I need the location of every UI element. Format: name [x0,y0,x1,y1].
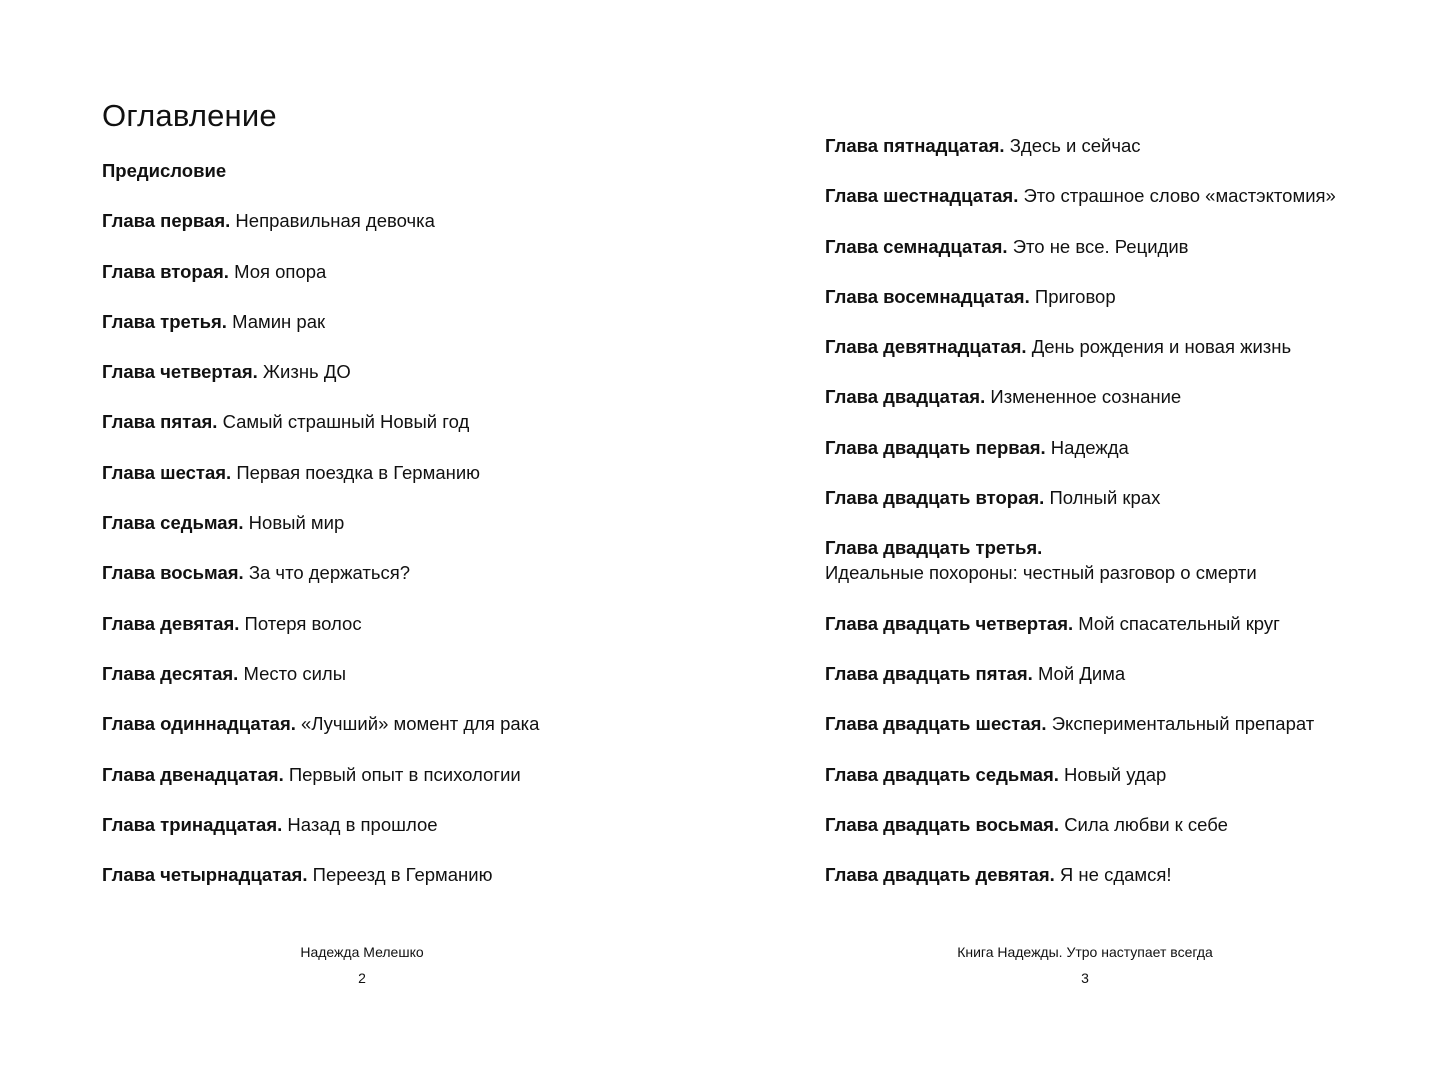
chapter-number: Глава двадцать четвертая. [825,612,1074,634]
toc-entry[interactable] [825,711,1336,736]
chapter-title: Приговор [1034,285,1116,307]
toc-entry[interactable] [825,284,1336,309]
chapter-number: Глава двадцать девятая. [825,864,1055,886]
toc-entry[interactable] [102,309,539,334]
running-footer-book-title: Книга Надежды. Утро наступает всегда [957,944,1213,960]
chapter-title: Самый страшный Новый год [222,411,470,433]
chapter-title: Мой Дима [1037,662,1126,684]
toc-entry[interactable] [102,560,539,585]
toc-entry[interactable] [825,762,1336,787]
chapter-title: Измененное сознание [990,386,1182,408]
toc-entry[interactable] [102,711,539,736]
toc-entry[interactable] [102,812,539,837]
chapter-number: Глава третья. [102,310,227,332]
chapter-number: Глава пятнадцатая. [825,135,1005,156]
toc-entry[interactable] [102,862,539,887]
toc-entry[interactable] [825,611,1336,636]
chapter-number: Глава двадцать восьмая. [825,813,1060,835]
toc-entry[interactable] [825,862,1336,887]
chapter-title: Мамин рак [232,310,326,332]
chapter-number: Глава четырнадцатая. [102,864,308,886]
chapter-title: Первая поездка в Германию [236,461,481,483]
toc-list-right [825,133,1336,912]
chapter-title: Полный крах [1049,487,1161,509]
toc-entry[interactable] [102,762,539,787]
toc-entry[interactable] [102,661,539,686]
chapter-number: Глава двадцатая. [825,386,986,408]
chapter-title: Сила любви к себе [1064,813,1228,835]
chapter-title: Мой спасательный круг [1078,612,1280,634]
chapter-number: Глава двадцать седьмая. [825,763,1059,785]
chapter-number: Глава одиннадцатая. [102,713,296,735]
toc-entry[interactable] [102,359,539,384]
chapter-title: Это не все. Рецидив [1012,235,1189,257]
chapter-number: Глава девятнадцатая. [825,336,1027,358]
chapter-title: Это страшное слово «мастэктомия» [1023,185,1336,207]
running-footer-author: Надежда Мелешко [300,944,424,960]
toc-entry[interactable] [825,812,1336,837]
toc-entry[interactable] [825,661,1336,686]
chapter-number: Глава девятая. [102,612,240,634]
chapter-title: Место силы [243,662,346,684]
chapter-number: Глава семнадцатая. [825,235,1008,257]
page-number: 3 [1081,970,1089,986]
chapter-number: Глава пятая. [102,411,218,433]
chapter-number: Глава двадцать пятая. [825,662,1033,684]
toc-entry[interactable] [825,234,1336,259]
page-number: 2 [358,970,366,986]
toc-entry[interactable] [102,208,539,233]
chapter-title: Здесь и сейчас [1009,135,1141,156]
chapter-number: Глава первая. [102,210,231,232]
chapter-title: Потеря волос [244,612,362,634]
chapter-title: Моя опора [234,260,327,282]
chapter-number: Глава вторая. [102,260,229,282]
toc-entry[interactable] [825,384,1336,409]
chapter-number: Глава восемнадцатая. [825,285,1030,307]
chapter-number: Глава четвертая. [102,361,258,383]
chapter-title: Жизнь ДО [262,361,351,383]
toc-entry[interactable] [825,535,1336,585]
chapter-title: День рождения и новая жизнь [1031,336,1292,358]
chapter-title: Новый удар [1064,763,1167,785]
toc-entry[interactable] [102,409,539,434]
chapter-number: Глава двадцать первая. [825,436,1046,458]
toc-entry[interactable] [102,510,539,535]
right-page [723,0,1447,1080]
chapter-title: Неправильная девочка [235,210,435,232]
chapter-title: Экспериментальный препарат [1051,713,1315,735]
chapter-title: За что держаться? [248,562,411,584]
chapter-title: Первый опыт в психологии [288,763,521,785]
toc-entry[interactable] [102,158,539,183]
toc-entry[interactable] [102,460,539,485]
toc-entry[interactable] [102,611,539,636]
chapter-title: «Лучший» момент для рака [301,713,540,735]
toc-entry[interactable] [825,183,1336,208]
left-page [0,0,723,1080]
chapter-number: Глава десятая. [102,662,239,684]
chapter-number: Глава тринадцатая. [102,813,283,835]
toc-entry[interactable] [825,435,1336,460]
chapter-title: Я не сдамся! [1059,864,1172,886]
toc-entry[interactable] [825,485,1336,510]
chapter-number: Глава двадцать третья. [825,537,1043,559]
chapter-number: Глава восьмая. [102,562,244,584]
chapter-title: Переезд в Германию [312,864,493,886]
chapter-title: Назад в прошлое [287,813,438,835]
chapter-number: Глава двадцать шестая. [825,713,1047,735]
chapter-number: Предисловие [102,160,227,181]
chapter-title: Новый мир [248,512,345,534]
chapter-number: Глава седьмая. [102,512,244,534]
toc-title: Оглавление [102,98,277,133]
chapter-number: Глава шестая. [102,461,232,483]
chapter-number: Глава двадцать вторая. [825,487,1045,509]
toc-entry[interactable] [825,133,1336,158]
chapter-title: Надежда [1050,436,1129,458]
chapter-title: Идеальные похороны: честный разговор о смерти [825,562,1257,584]
chapter-number: Глава двенадцатая. [102,763,284,785]
toc-entry[interactable] [102,259,539,284]
chapter-number: Глава шестнадцатая. [825,185,1019,207]
toc-entry[interactable] [825,334,1336,359]
toc-list-left [102,158,539,912]
